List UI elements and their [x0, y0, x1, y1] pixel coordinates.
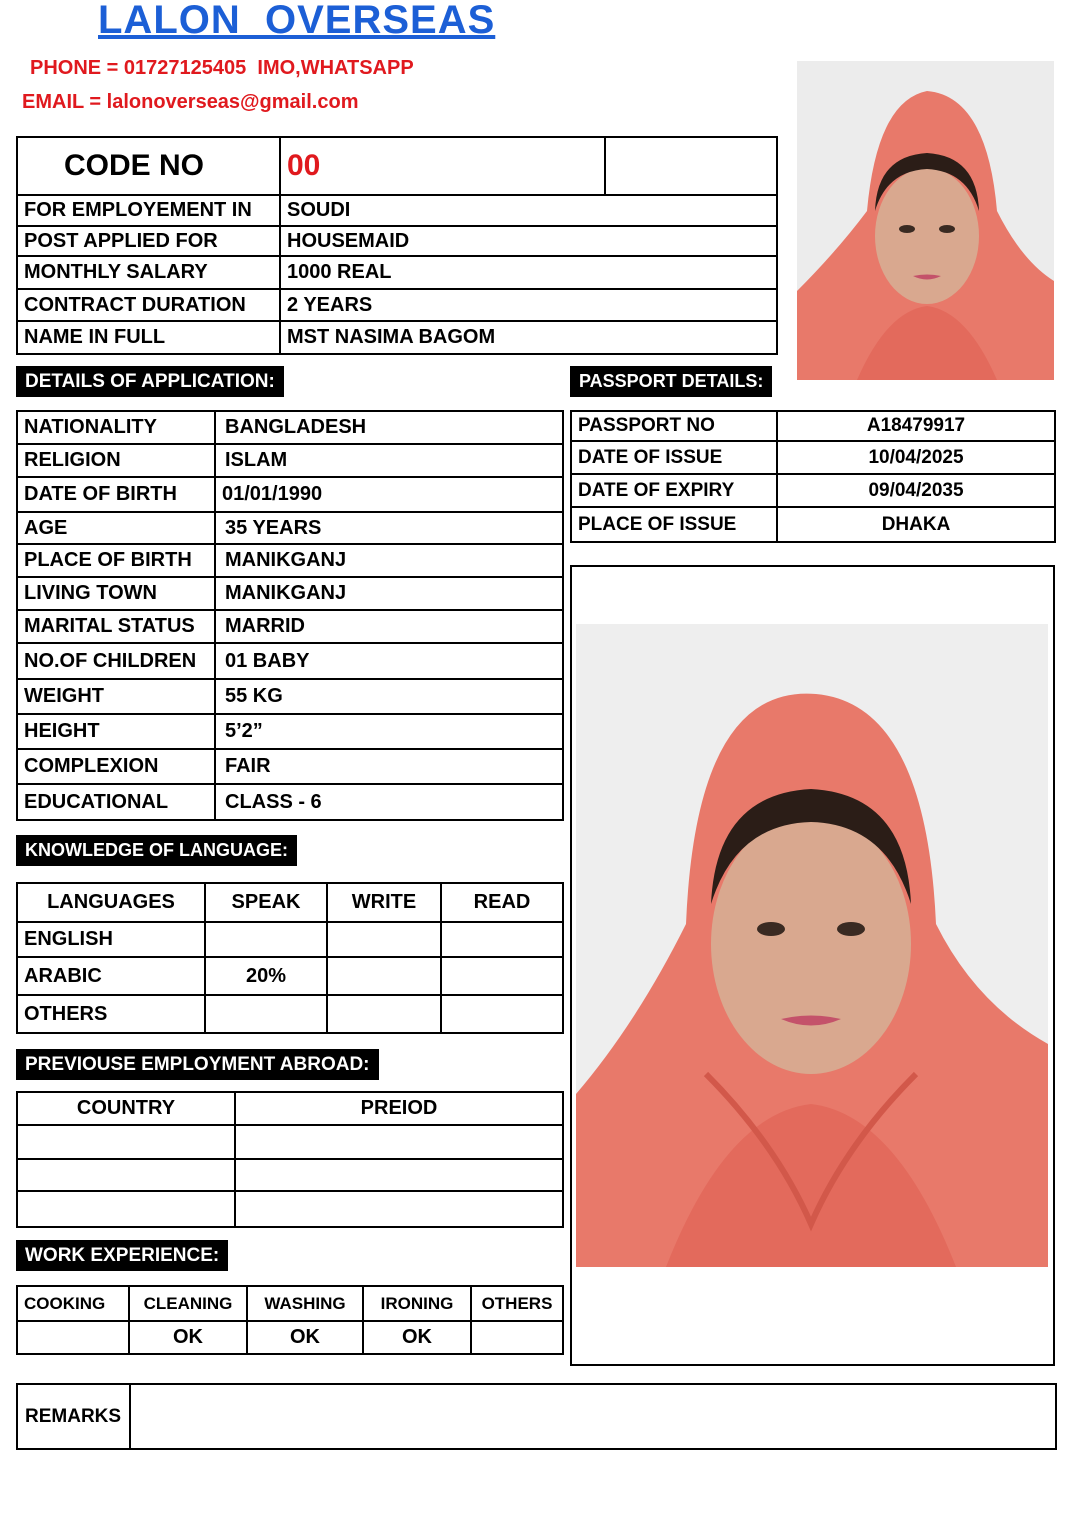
lang-speak	[205, 922, 327, 957]
app-row-label: COMPLEXION	[17, 749, 215, 784]
passport-row-value: A18479917	[777, 411, 1055, 441]
phone-line: PHONE = 01727125405 IMO,WHATSAPP	[30, 57, 414, 79]
name-value: MST NASIMA BAGOM	[280, 321, 777, 354]
app-row-label: NATIONALITY	[17, 411, 215, 444]
app-row-label: AGE	[17, 512, 215, 544]
passport-row-label: DATE OF ISSUE	[571, 441, 777, 474]
application-table	[16, 410, 564, 821]
employment-value: SOUDI	[280, 195, 777, 226]
app-row-value: BANGLADESH	[215, 411, 563, 444]
app-row-label: HEIGHT	[17, 714, 215, 749]
code-extra-cell	[605, 137, 777, 195]
lang-read	[441, 957, 563, 995]
lang-write	[327, 957, 441, 995]
lang-write	[327, 922, 441, 957]
passport-row-value: 09/04/2035	[777, 474, 1055, 507]
email-line: EMAIL = lalonoverseas@gmail.com	[22, 91, 359, 113]
passport-row-label: PASSPORT NO	[571, 411, 777, 441]
lang-read	[441, 995, 563, 1033]
passport-row-label: PLACE OF ISSUE	[571, 507, 777, 542]
lang-col-header: READ	[441, 883, 563, 922]
work-value	[17, 1321, 129, 1354]
language-heading: KNOWLEDGE OF LANGUAGE:	[16, 835, 297, 866]
app-row-value: 5’2”	[215, 714, 563, 749]
application-heading: DETAILS OF APPLICATION:	[16, 366, 284, 397]
contract-value: 2 YEARS	[280, 289, 777, 321]
app-row-label: RELIGION	[17, 444, 215, 477]
contract-label: CONTRACT DURATION	[17, 289, 280, 321]
app-row-label: EDUCATIONAL	[17, 784, 215, 820]
lang-write	[327, 995, 441, 1033]
app-row-label: WEIGHT	[17, 679, 215, 714]
work-col-header: IRONING	[363, 1286, 471, 1321]
lang-name: ENGLISH	[17, 922, 205, 957]
salary-value: 1000 REAL	[280, 256, 777, 289]
passport-row-label: DATE OF EXPIRY	[571, 474, 777, 507]
lang-speak: 20%	[205, 957, 327, 995]
app-row-value: ISLAM	[215, 444, 563, 477]
app-row-label: LIVING TOWN	[17, 577, 215, 610]
work-col-header: OTHERS	[471, 1286, 563, 1321]
post-value: HOUSEMAID	[280, 226, 777, 256]
passport-row-value: 10/04/2025	[777, 441, 1055, 474]
work-col-header: WASHING	[247, 1286, 363, 1321]
lang-col-header: WRITE	[327, 883, 441, 922]
remarks-table	[16, 1383, 1057, 1450]
app-row-value: 55 KG	[215, 679, 563, 714]
lang-read	[441, 922, 563, 957]
app-row-value: MANIKGANJ	[215, 544, 563, 577]
name-label: NAME IN FULL	[17, 321, 280, 354]
app-row-label: MARITAL STATUS	[17, 610, 215, 643]
previous-cell	[17, 1191, 235, 1227]
code-value: 00	[280, 137, 605, 195]
work-value	[471, 1321, 563, 1354]
app-row-label: NO.OF CHILDREN	[17, 643, 215, 679]
work-col-header: CLEANING	[129, 1286, 247, 1321]
job-summary-table	[16, 136, 778, 355]
passport-heading: PASSPORT DETAILS:	[570, 366, 772, 397]
work-experience-table	[16, 1285, 564, 1355]
applicant-photo-large	[576, 624, 1048, 1267]
code-label: CODE NO	[17, 137, 280, 195]
lang-name: OTHERS	[17, 995, 205, 1033]
lang-speak	[205, 995, 327, 1033]
company-name: LALON OVERSEAS	[98, 0, 496, 42]
lang-col-header: LANGUAGES	[17, 883, 205, 922]
passport-table	[570, 410, 1056, 543]
work-value: OK	[247, 1321, 363, 1354]
app-row-value: 01/01/1990	[215, 477, 563, 512]
app-row-value: 01 BABY	[215, 643, 563, 679]
app-row-label: PLACE OF BIRTH	[17, 544, 215, 577]
language-table	[16, 882, 564, 1034]
previous-col-header: COUNTRY	[17, 1092, 235, 1125]
previous-heading: PREVIOUSE EMPLOYMENT ABROAD:	[16, 1049, 379, 1080]
previous-cell	[235, 1191, 563, 1227]
app-row-label: DATE OF BIRTH	[17, 477, 215, 512]
app-row-value: MARRID	[215, 610, 563, 643]
app-row-value: FAIR	[215, 749, 563, 784]
previous-cell	[235, 1125, 563, 1159]
previous-cell	[235, 1159, 563, 1191]
lang-col-header: SPEAK	[205, 883, 327, 922]
previous-cell	[17, 1159, 235, 1191]
app-row-value: 35 YEARS	[215, 512, 563, 544]
remarks-label: REMARKS	[17, 1384, 130, 1449]
previous-col-header: PREIOD	[235, 1092, 563, 1125]
previous-employment-table	[16, 1091, 564, 1228]
full-photo-frame	[570, 565, 1055, 1366]
work-value: OK	[129, 1321, 247, 1354]
work-heading: WORK EXPERIENCE:	[16, 1240, 228, 1271]
post-label: POST APPLIED FOR	[17, 226, 280, 256]
employment-label: FOR EMPLOYEMENT IN	[17, 195, 280, 226]
previous-cell	[17, 1125, 235, 1159]
lang-name: ARABIC	[17, 957, 205, 995]
app-row-value: CLASS - 6	[215, 784, 563, 820]
applicant-photo-small	[797, 61, 1054, 380]
work-col-header: COOKING	[17, 1286, 129, 1321]
salary-label: MONTHLY SALARY	[17, 256, 280, 289]
passport-row-value: DHAKA	[777, 507, 1055, 542]
app-row-value: MANIKGANJ	[215, 577, 563, 610]
work-value: OK	[363, 1321, 471, 1354]
remarks-value	[130, 1384, 1056, 1449]
